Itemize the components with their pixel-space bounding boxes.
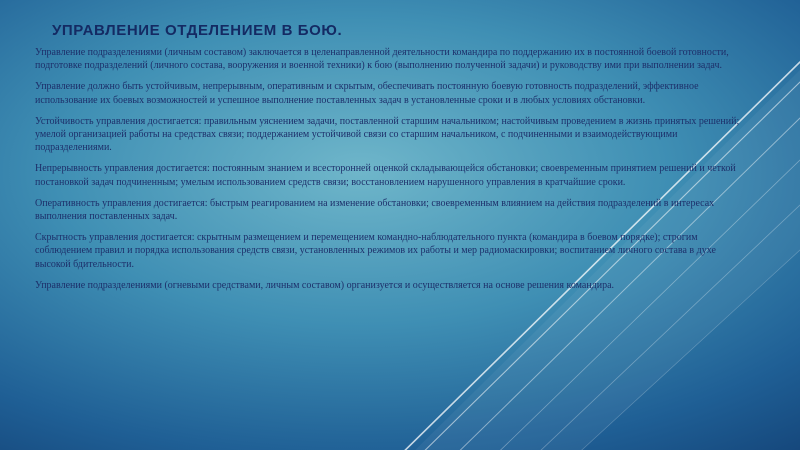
paragraph-control-requirements: Управление должно быть устойчивым, непрерывным, оперативным и скрытым, обеспечивать постоянную боевую готовность подразделений, эффективное использование их боевых возможностей и успешное выполнение поставленных задач в установленные сроки и в любых условиях обстановки. [35, 81, 699, 106]
paragraph-stability: Устойчивость управления достигается: правильным уяснением задачи, поставленной старшим начальником; настойчивым проведением в жизнь принятых решений; умелой организацией работы на средствах связи; поддержанием устойчивой связи со старшим начальником, с подчиненными и взаимодействующими подразделениями. [35, 115, 740, 154]
paragraph-organization: Управление подразделениями (огневыми средствами, личным составом) организуется и осуществляется на основе решения командира. [35, 279, 615, 291]
slide-title: УПРАВЛЕНИЕ ОТДЕЛЕНИЕМ В БОЮ. [52, 22, 343, 39]
paragraph-control-definition: Управление подразделениями (личным составом) заключается в целенаправленной деятельности командира по поддержанию их в постоянной боевой готовности, подготовке подразделений (личного состава, вооружения и военной техники) к бою (выполнению полученной задачи) и руководству ими при выполнении задач. [35, 47, 729, 72]
paragraph-continuity: Непрерывность управления достигается: постоянным знанием и всесторонней оценкой складывающейся обстановки; своевременным принятием решений и четкой постановкой задач подчиненным; умелым использованием средств связи; восстановлением нарушенного управления в кратчайшие сроки. [35, 163, 736, 188]
slide-body [35, 46, 747, 300]
paragraph-efficiency: Оперативность управления достигается: быстрым реагированием на изменение обстановки; своевременным влиянием на действия подразделений в интересах выполнения поставленных задач. [35, 197, 715, 223]
paragraph-secrecy: Скрытность управления достигается: скрытным размещением и перемещением командно-наблюдательного пункта (командира в боевом порядке); строгим соблюдением правил и порядка использования средств связи, установленных режимов их работы и мер радиомаскировки; воспитанием личного состава в духе высокой бдительности. [35, 232, 716, 270]
